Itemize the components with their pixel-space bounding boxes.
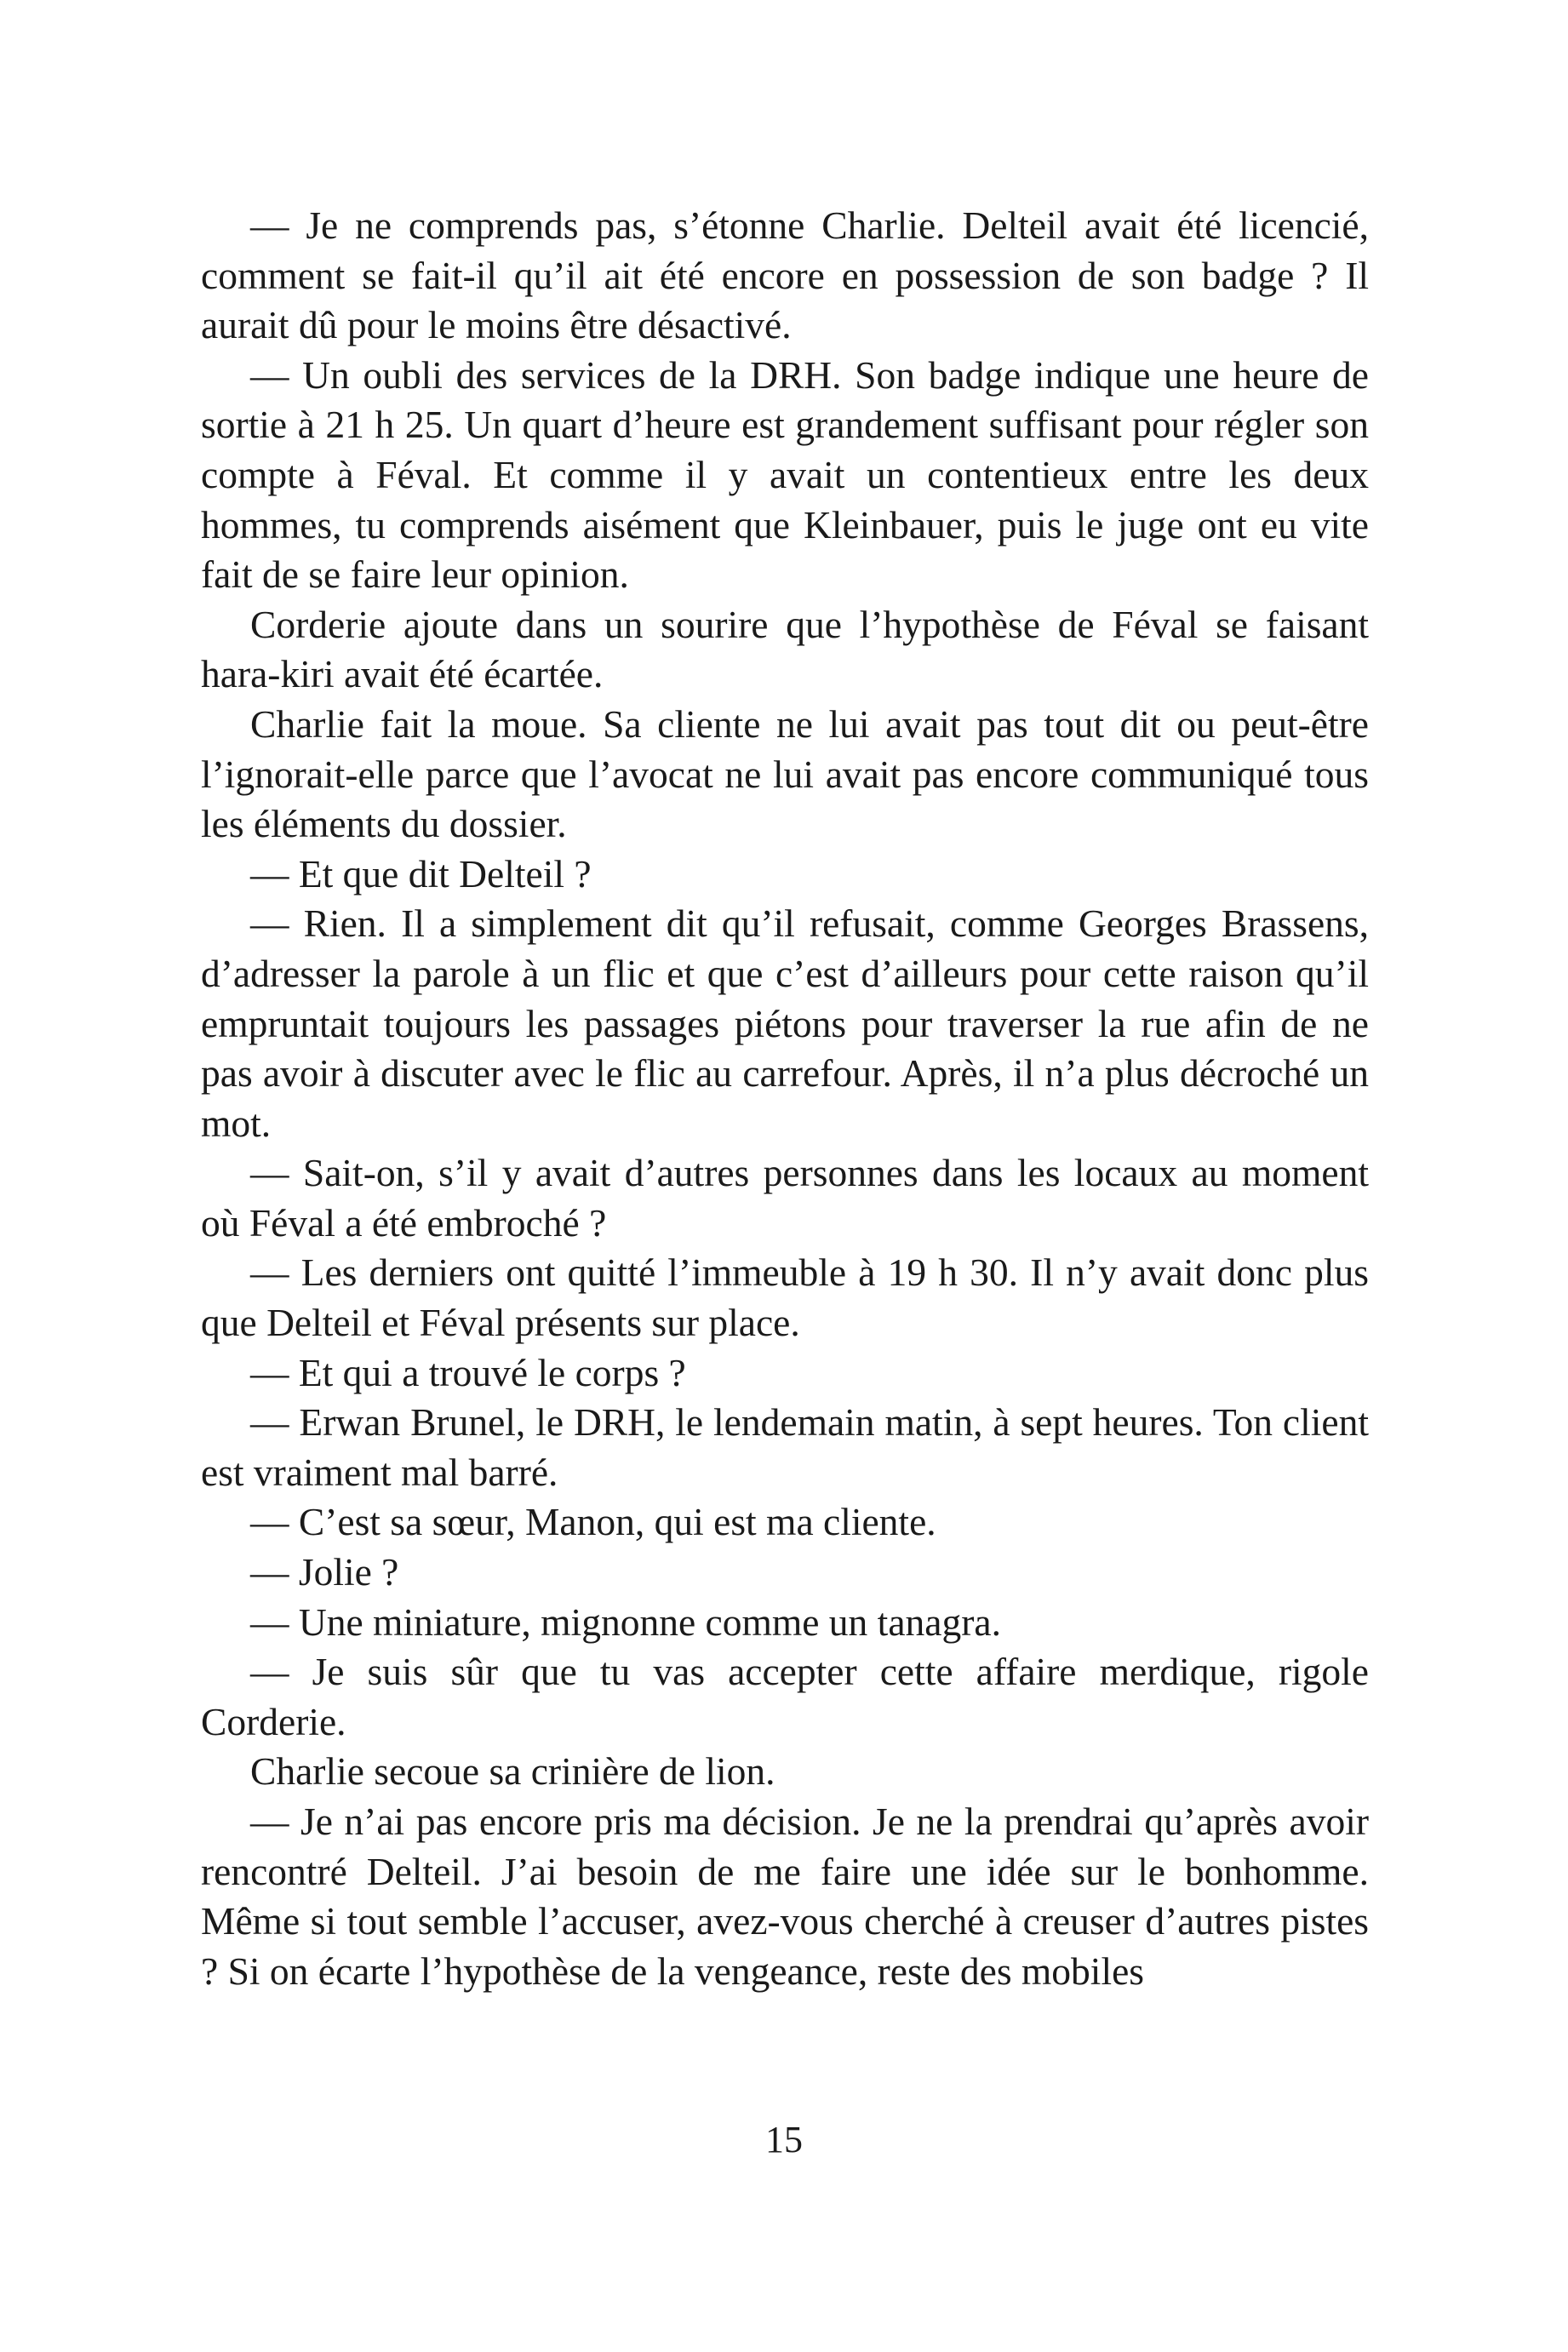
- paragraph: — C’est sa sœur, Manon, qui est ma cliente.: [250, 1500, 936, 1544]
- paragraph: — Et qui a trouvé le corps ?: [250, 1350, 686, 1394]
- paragraph: — Rien. Il a simplement dit qu’il refusait, comme Georges Brassens, d’adresser la parole à un flic et que c’est d’ailleurs pour cette raison qu’il empruntait toujours les passages piétons pour traverser la rue afin de ne pas avoir à discuter avec le flic au carrefour. Après, il n’a plus décroché un mot.: [201, 901, 1369, 1145]
- paragraph: — Les derniers ont quitté l’immeuble à 19 h 30. Il n’y avait donc plus que Delteil et Féval présents sur place.: [201, 1250, 1369, 1345]
- body-text: [201, 201, 1369, 1996]
- paragraph: Charlie fait la moue. Sa cliente ne lui avait pas tout dit ou peut-être l’ignorait-elle parce que l’avocat ne lui avait pas encore communiqué tous les éléments du dossier.: [201, 701, 1369, 846]
- paragraph: — Jolie ?: [250, 1550, 399, 1594]
- paragraph: Charlie secoue sa crinière de lion.: [250, 1749, 775, 1794]
- paragraph: — Et que dit Delteil ?: [250, 851, 592, 896]
- paragraph: — Je ne comprends pas, s’étonne Charlie. Delteil avait été licencié, comment se fait-il qu’il ait été encore en possession de son badge ? Il aurait dû pour le moins être désactivé.: [201, 203, 1369, 347]
- paragraph: — Je suis sûr que tu vas accepter cette affaire merdique, rigole Corderie.: [201, 1650, 1369, 1743]
- paragraph: — Je n’ai pas encore pris ma décision. Je ne la prendrai qu’après avoir rencontré Delteil. J’ai besoin de me faire une idée sur le bonhomme. Même si tout semble l’accuser, avez-vous cherché à creuser d’autres pistes ? Si on écarte l’hypothèse de la vengeance, reste des mobiles: [201, 1800, 1369, 1993]
- paragraph: — Une miniature, mignonne comme un tanagra.: [250, 1599, 1001, 1644]
- paragraph: — Un oubli des services de la DRH. Son badge indique une heure de sortie à 21 h 25. Un quart d’heure est grandement suffisant pour régler son compte à Féval. Et comme il y avait un contentieux entre les deux hommes, tu comprends aisément que Kleinbauer, puis le juge ont eu vite fait de se faire leur opinion.: [201, 352, 1369, 597]
- paragraph: — Sait-on, s’il y avait d’autres personnes dans les locaux au moment où Féval a été embroché ?: [201, 1151, 1369, 1245]
- paragraph: Corderie ajoute dans un sourire que l’hypothèse de Féval se faisant hara-kiri avait été écartée.: [201, 602, 1369, 696]
- page-number: 15: [765, 2119, 803, 2160]
- paragraph: — Erwan Brunel, le DRH, le lendemain matin, à sept heures. Ton client est vraiment mal barré.: [201, 1400, 1369, 1494]
